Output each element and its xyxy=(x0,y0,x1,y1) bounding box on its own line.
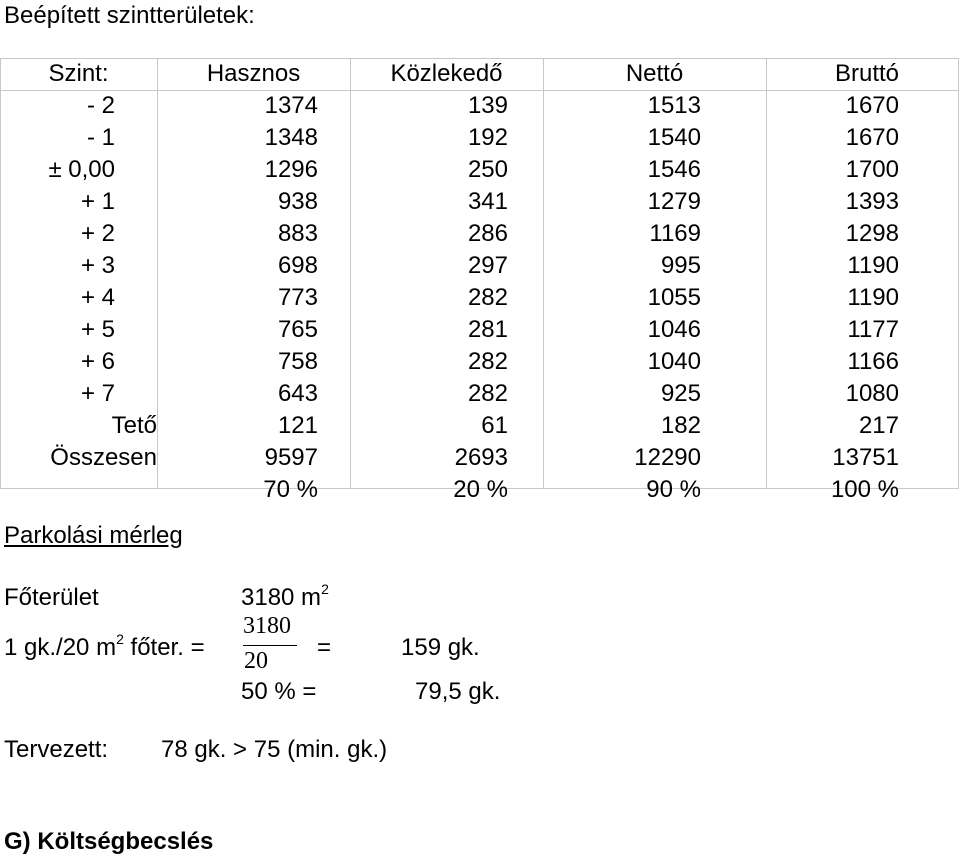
header-gross: Bruttó xyxy=(834,60,899,87)
cell-gross: 1393 xyxy=(845,188,899,215)
main-area-label: Főterület xyxy=(4,584,99,611)
cell-circulation: 282 xyxy=(467,348,508,375)
cell-level: - 1 xyxy=(86,124,115,151)
cell-useful: 70 % xyxy=(263,476,318,503)
cell-net: 90 % xyxy=(646,476,701,503)
cell-gross: 1080 xyxy=(845,380,899,407)
cell-circulation: 281 xyxy=(467,316,508,343)
cell-level: + 1 xyxy=(80,188,115,215)
cell-gross: 217 xyxy=(858,412,899,439)
table-row xyxy=(0,410,959,442)
cell-level: Összesen xyxy=(50,444,157,471)
cell-net: 1046 xyxy=(647,316,701,343)
header-level: Szint: xyxy=(48,60,109,87)
cell-level: ± 0,00 xyxy=(48,156,115,183)
cell-circulation: 61 xyxy=(481,412,508,439)
fraction-bar xyxy=(243,645,297,646)
table-row xyxy=(0,314,959,346)
cell-net: 995 xyxy=(660,252,701,279)
cell-useful: 938 xyxy=(277,188,318,215)
cell-level: + 6 xyxy=(80,348,115,375)
cell-net: 1279 xyxy=(647,188,701,215)
cell-useful: 773 xyxy=(277,284,318,311)
header-useful: Hasznos xyxy=(206,60,301,87)
table-header-row xyxy=(0,58,959,90)
cell-net: 1513 xyxy=(647,92,701,119)
cell-gross: 1190 xyxy=(847,284,899,311)
cell-net: 1040 xyxy=(647,348,701,375)
cell-gross: 1700 xyxy=(845,156,899,183)
cell-level: + 7 xyxy=(80,380,115,407)
cell-level: Tető xyxy=(111,412,157,439)
cell-circulation: 282 xyxy=(467,380,508,407)
cell-circulation: 20 % xyxy=(453,476,508,503)
cell-useful: 758 xyxy=(277,348,318,375)
cell-level: + 4 xyxy=(80,284,115,311)
cell-level: + 5 xyxy=(80,316,115,343)
cell-net: 925 xyxy=(660,380,701,407)
cell-gross: 1670 xyxy=(845,124,899,151)
table-row xyxy=(0,250,959,282)
cell-level: + 3 xyxy=(80,252,115,279)
fraction-numerator: 3180 xyxy=(243,613,291,639)
table-row xyxy=(0,154,959,186)
cell-gross: 1670 xyxy=(845,92,899,119)
table-row xyxy=(0,90,959,122)
cell-circulation: 286 xyxy=(467,220,508,247)
cell-circulation: 282 xyxy=(467,284,508,311)
cell-useful: 1348 xyxy=(264,124,318,151)
planned-label: Tervezett: xyxy=(4,736,109,763)
cell-useful: 1374 xyxy=(264,92,318,119)
page-heading: Beépített szintterületek: xyxy=(4,2,255,29)
parking-title: Parkolási mérleg xyxy=(4,522,183,549)
table-row xyxy=(0,218,959,250)
planned-value: 78 gk. > 75 (min. gk.) xyxy=(161,736,388,763)
cell-useful: 121 xyxy=(277,412,318,439)
cell-net: 182 xyxy=(660,412,701,439)
cell-useful: 883 xyxy=(277,220,318,247)
header-net: Nettó xyxy=(625,60,684,87)
cell-circulation: 2693 xyxy=(454,444,508,471)
main-area-value: 3180 $m^2$ xyxy=(241,581,329,611)
half-value: 79,5 gk. xyxy=(415,678,501,705)
parking-result: 159 gk. xyxy=(401,634,480,661)
cell-net: 1540 xyxy=(647,124,701,151)
header-circulation: Közlekedő xyxy=(390,60,503,87)
cell-circulation: 341 xyxy=(467,188,508,215)
table-row xyxy=(0,346,959,378)
fraction-denominator: 20 xyxy=(244,648,268,674)
cell-useful: 643 xyxy=(277,380,318,407)
table-row xyxy=(0,378,959,410)
cell-gross: 1190 xyxy=(847,252,899,279)
table-row xyxy=(0,186,959,218)
cell-circulation: 192 xyxy=(467,124,508,151)
cell-circulation: 139 xyxy=(467,92,508,119)
floor-area-table xyxy=(0,58,959,506)
cell-gross: 100 % xyxy=(830,476,899,503)
cell-circulation: 250 xyxy=(467,156,508,183)
cell-net: 1055 xyxy=(647,284,701,311)
half-label: 50 % = xyxy=(241,678,317,705)
cell-gross: 1298 xyxy=(845,220,899,247)
cell-gross: 1177 xyxy=(847,316,899,343)
cell-level: + 2 xyxy=(80,220,115,247)
cell-useful: 1296 xyxy=(264,156,318,183)
cell-net: 12290 xyxy=(634,444,701,471)
cell-circulation: 297 xyxy=(467,252,508,279)
cell-gross: 13751 xyxy=(832,444,899,471)
next-section-heading: G) Költségbecslés xyxy=(4,828,214,855)
cell-gross: 1166 xyxy=(847,348,899,375)
cell-level: - 2 xyxy=(86,92,115,119)
cell-useful: 698 xyxy=(277,252,318,279)
cell-net: 1546 xyxy=(647,156,701,183)
cell-useful: 765 xyxy=(277,316,318,343)
ratio-label: 1 gk./20 $m^2$ főter. = xyxy=(4,631,205,661)
fraction-equals: = xyxy=(317,634,332,661)
table-row xyxy=(0,282,959,314)
table-row xyxy=(0,122,959,154)
table-row xyxy=(0,474,959,506)
cell-useful: 9597 xyxy=(264,444,318,471)
cell-net: 1169 xyxy=(649,220,701,247)
table-row xyxy=(0,442,959,474)
